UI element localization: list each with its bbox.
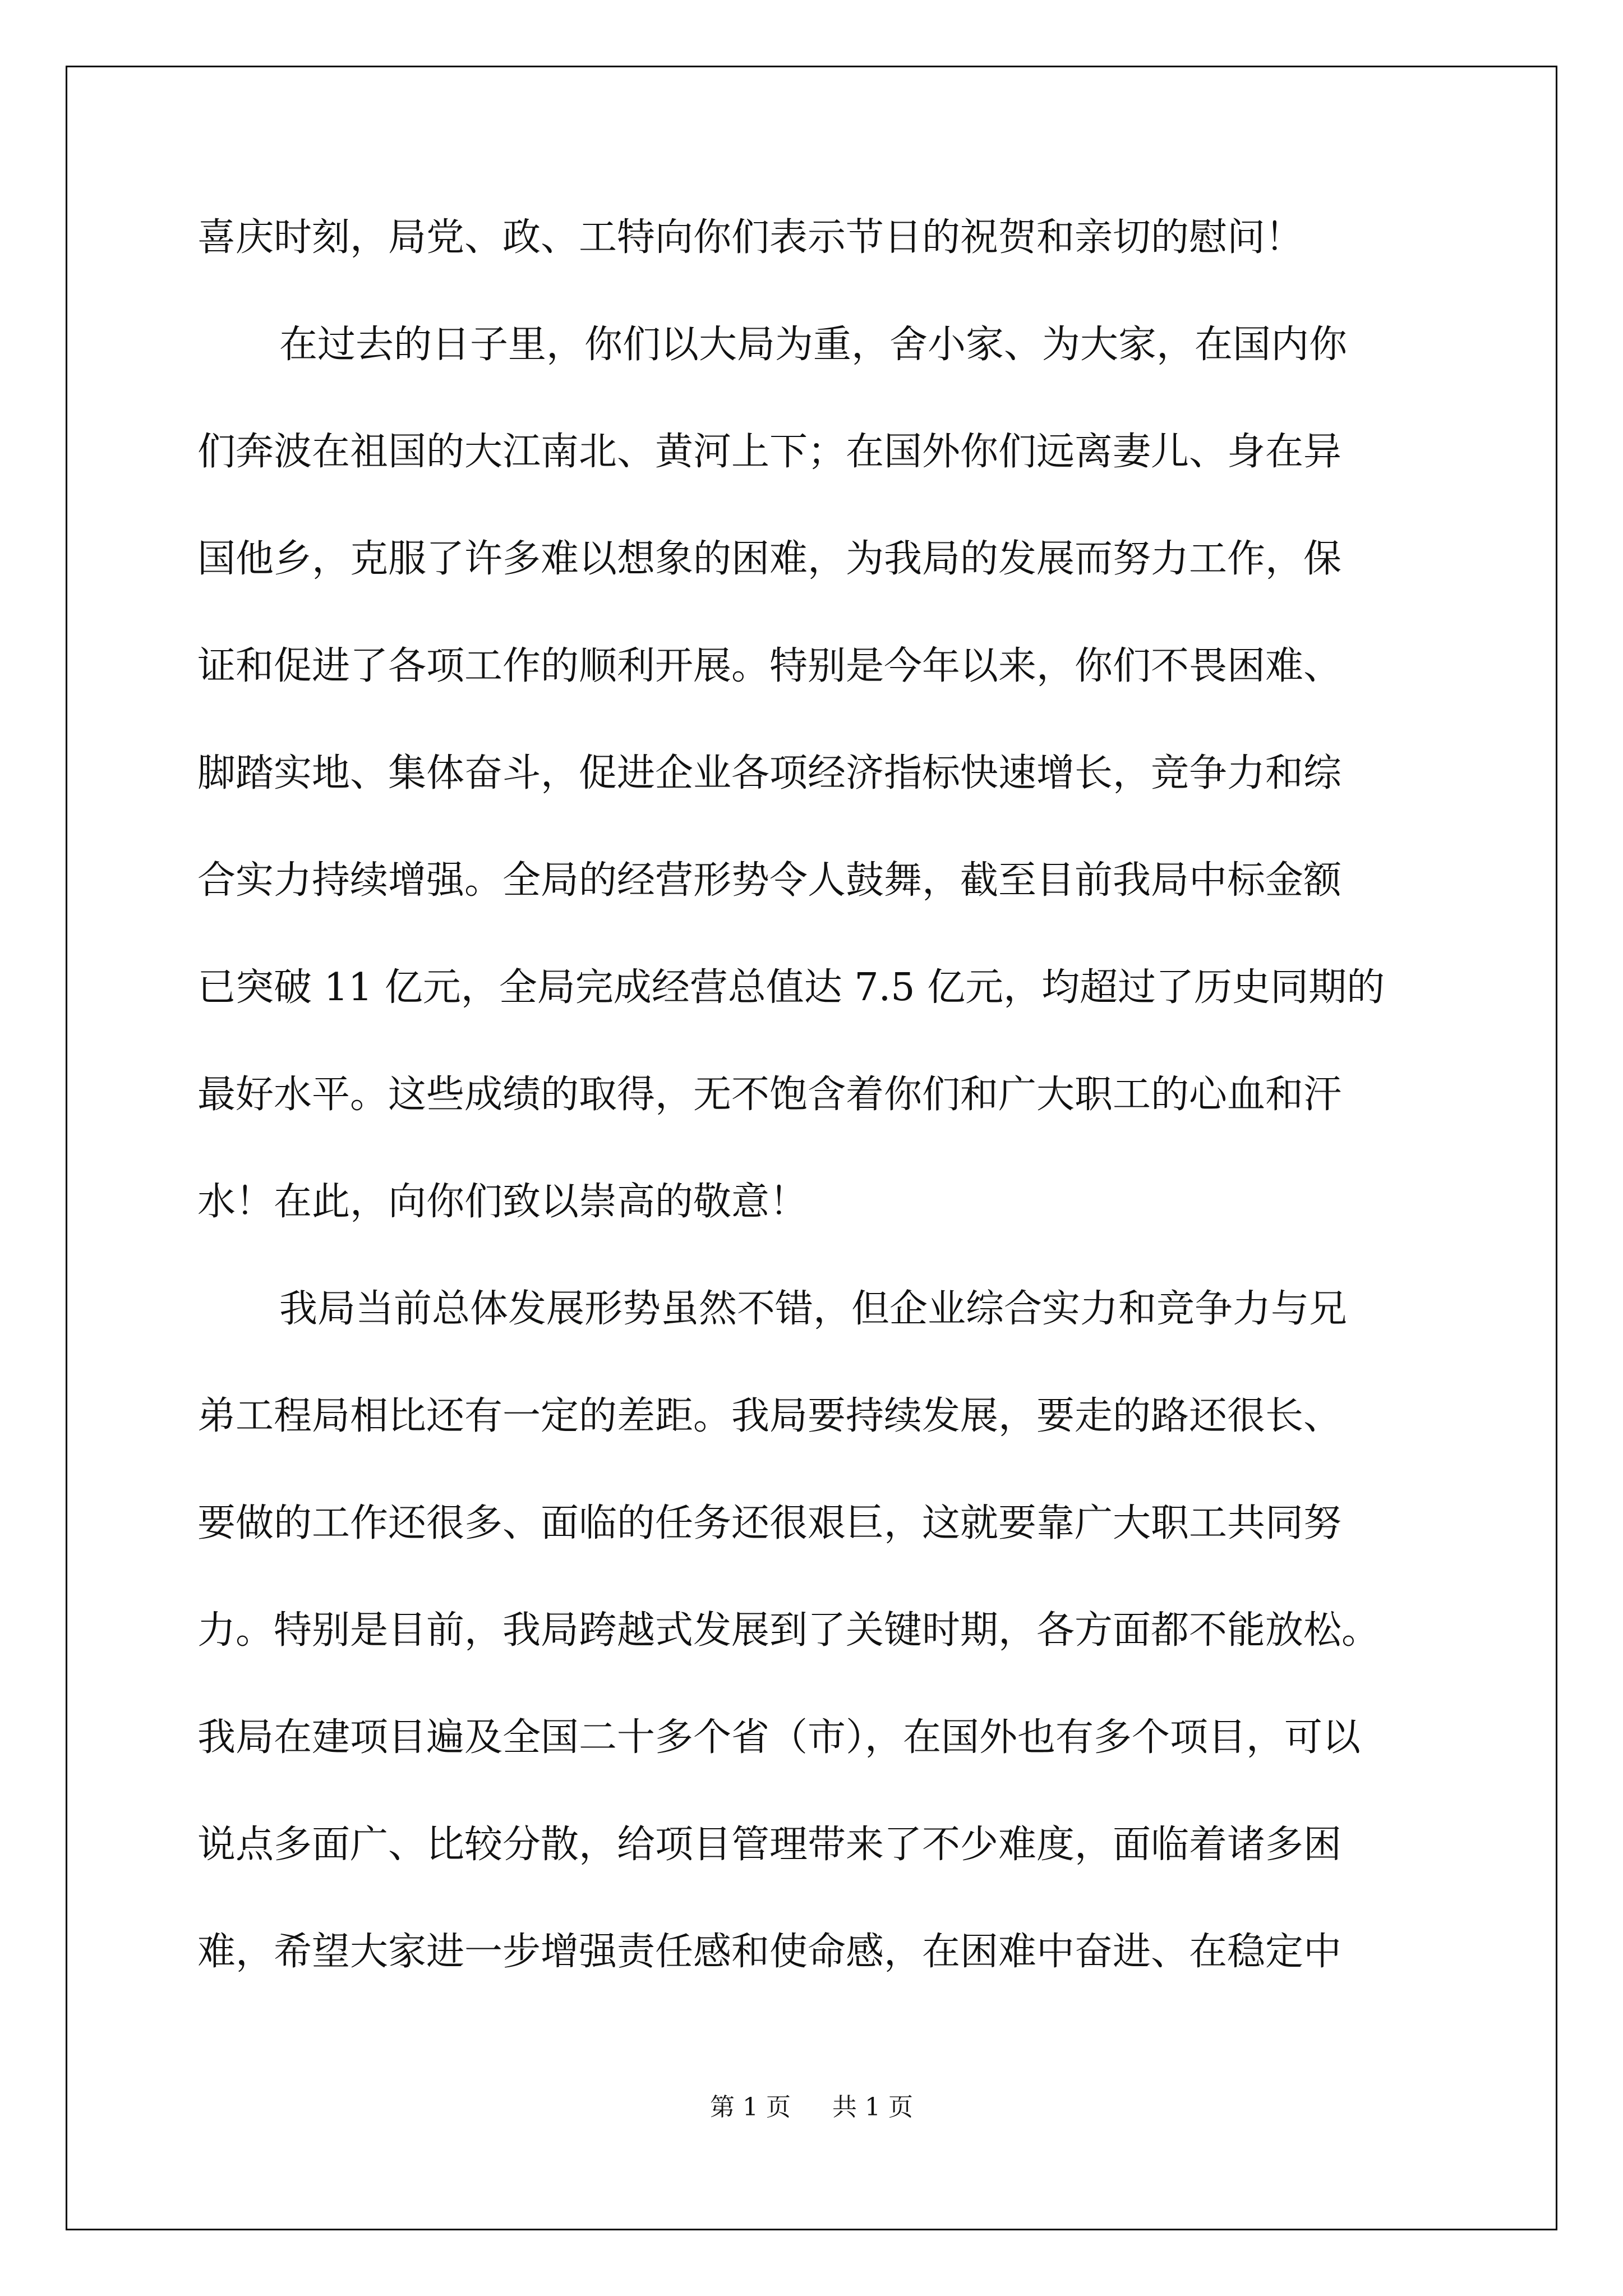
- text-line: 说点多面广、比较分散，给项目管理带来了不少难度，面临着诸多困: [197, 1823, 1342, 1867]
- text-line: 我局当前总体发展形势虽然不错，但企业综合实力和竞争力与兄: [279, 1287, 1348, 1331]
- text-line: 们奔波在祖国的大江南北、黄河上下；在国外你们远离妻儿、身在异: [197, 430, 1342, 474]
- text-line: 证和促进了各项工作的顺利开展。特别是今年以来，你们不畏困难、: [197, 644, 1342, 688]
- text-line: 在过去的日子里，你们以大局为重，舍小家、为大家，在国内你: [279, 323, 1348, 367]
- page-total: 共 1 页: [832, 2093, 913, 2122]
- text-line: 弟工程局相比还有一定的差距。我局要持续发展，要走的路还很长、: [197, 1394, 1342, 1438]
- page-footer: [0, 2087, 1623, 2123]
- text-line: 水！在此，向你们致以崇高的敬意！: [197, 1180, 808, 1224]
- paragraph: [197, 184, 1463, 291]
- paragraph: [197, 291, 1463, 1255]
- text-line: 脚踏实地、集体奋斗，促进企业各项经济指标快速增长，竞争力和综: [197, 751, 1342, 795]
- document-body: [197, 184, 1463, 2005]
- text-line: 国他乡，克服了许多难以想象的困难，为我局的发展而努力工作，保: [197, 537, 1342, 581]
- text-line: 力。特别是目前，我局跨越式发展到了关键时期，各方面都不能放松。: [197, 1608, 1380, 1653]
- page-number: 第 1 页: [710, 2093, 791, 2122]
- text-line: 最好水平。这些成绩的取得，无不饱含着你们和广大职工的心血和汗: [197, 1073, 1342, 1117]
- text-line: 合实力持续增强。全局的经营形势令人鼓舞，截至目前我局中标金额: [197, 858, 1342, 903]
- text-line: 已突破 11 亿元，全局完成经营总值达 7.5 亿元，均超过了历史同期的: [197, 965, 1385, 1010]
- text-line: 喜庆时刻，局党、政、工特向你们表示节日的祝贺和亲切的慰问！: [197, 215, 1304, 260]
- text-line: 难，希望大家进一步增强责任感和使命感，在困难中奋进、在稳定中: [197, 1930, 1342, 1974]
- paragraph: [197, 1255, 1463, 2005]
- text-line: 我局在建项目遍及全国二十多个省（市），在国外也有多个项目，可以: [197, 1715, 1361, 1760]
- text-line: 要做的工作还很多、面临的任务还很艰巨，这就要靠广大职工共同努: [197, 1501, 1342, 1545]
